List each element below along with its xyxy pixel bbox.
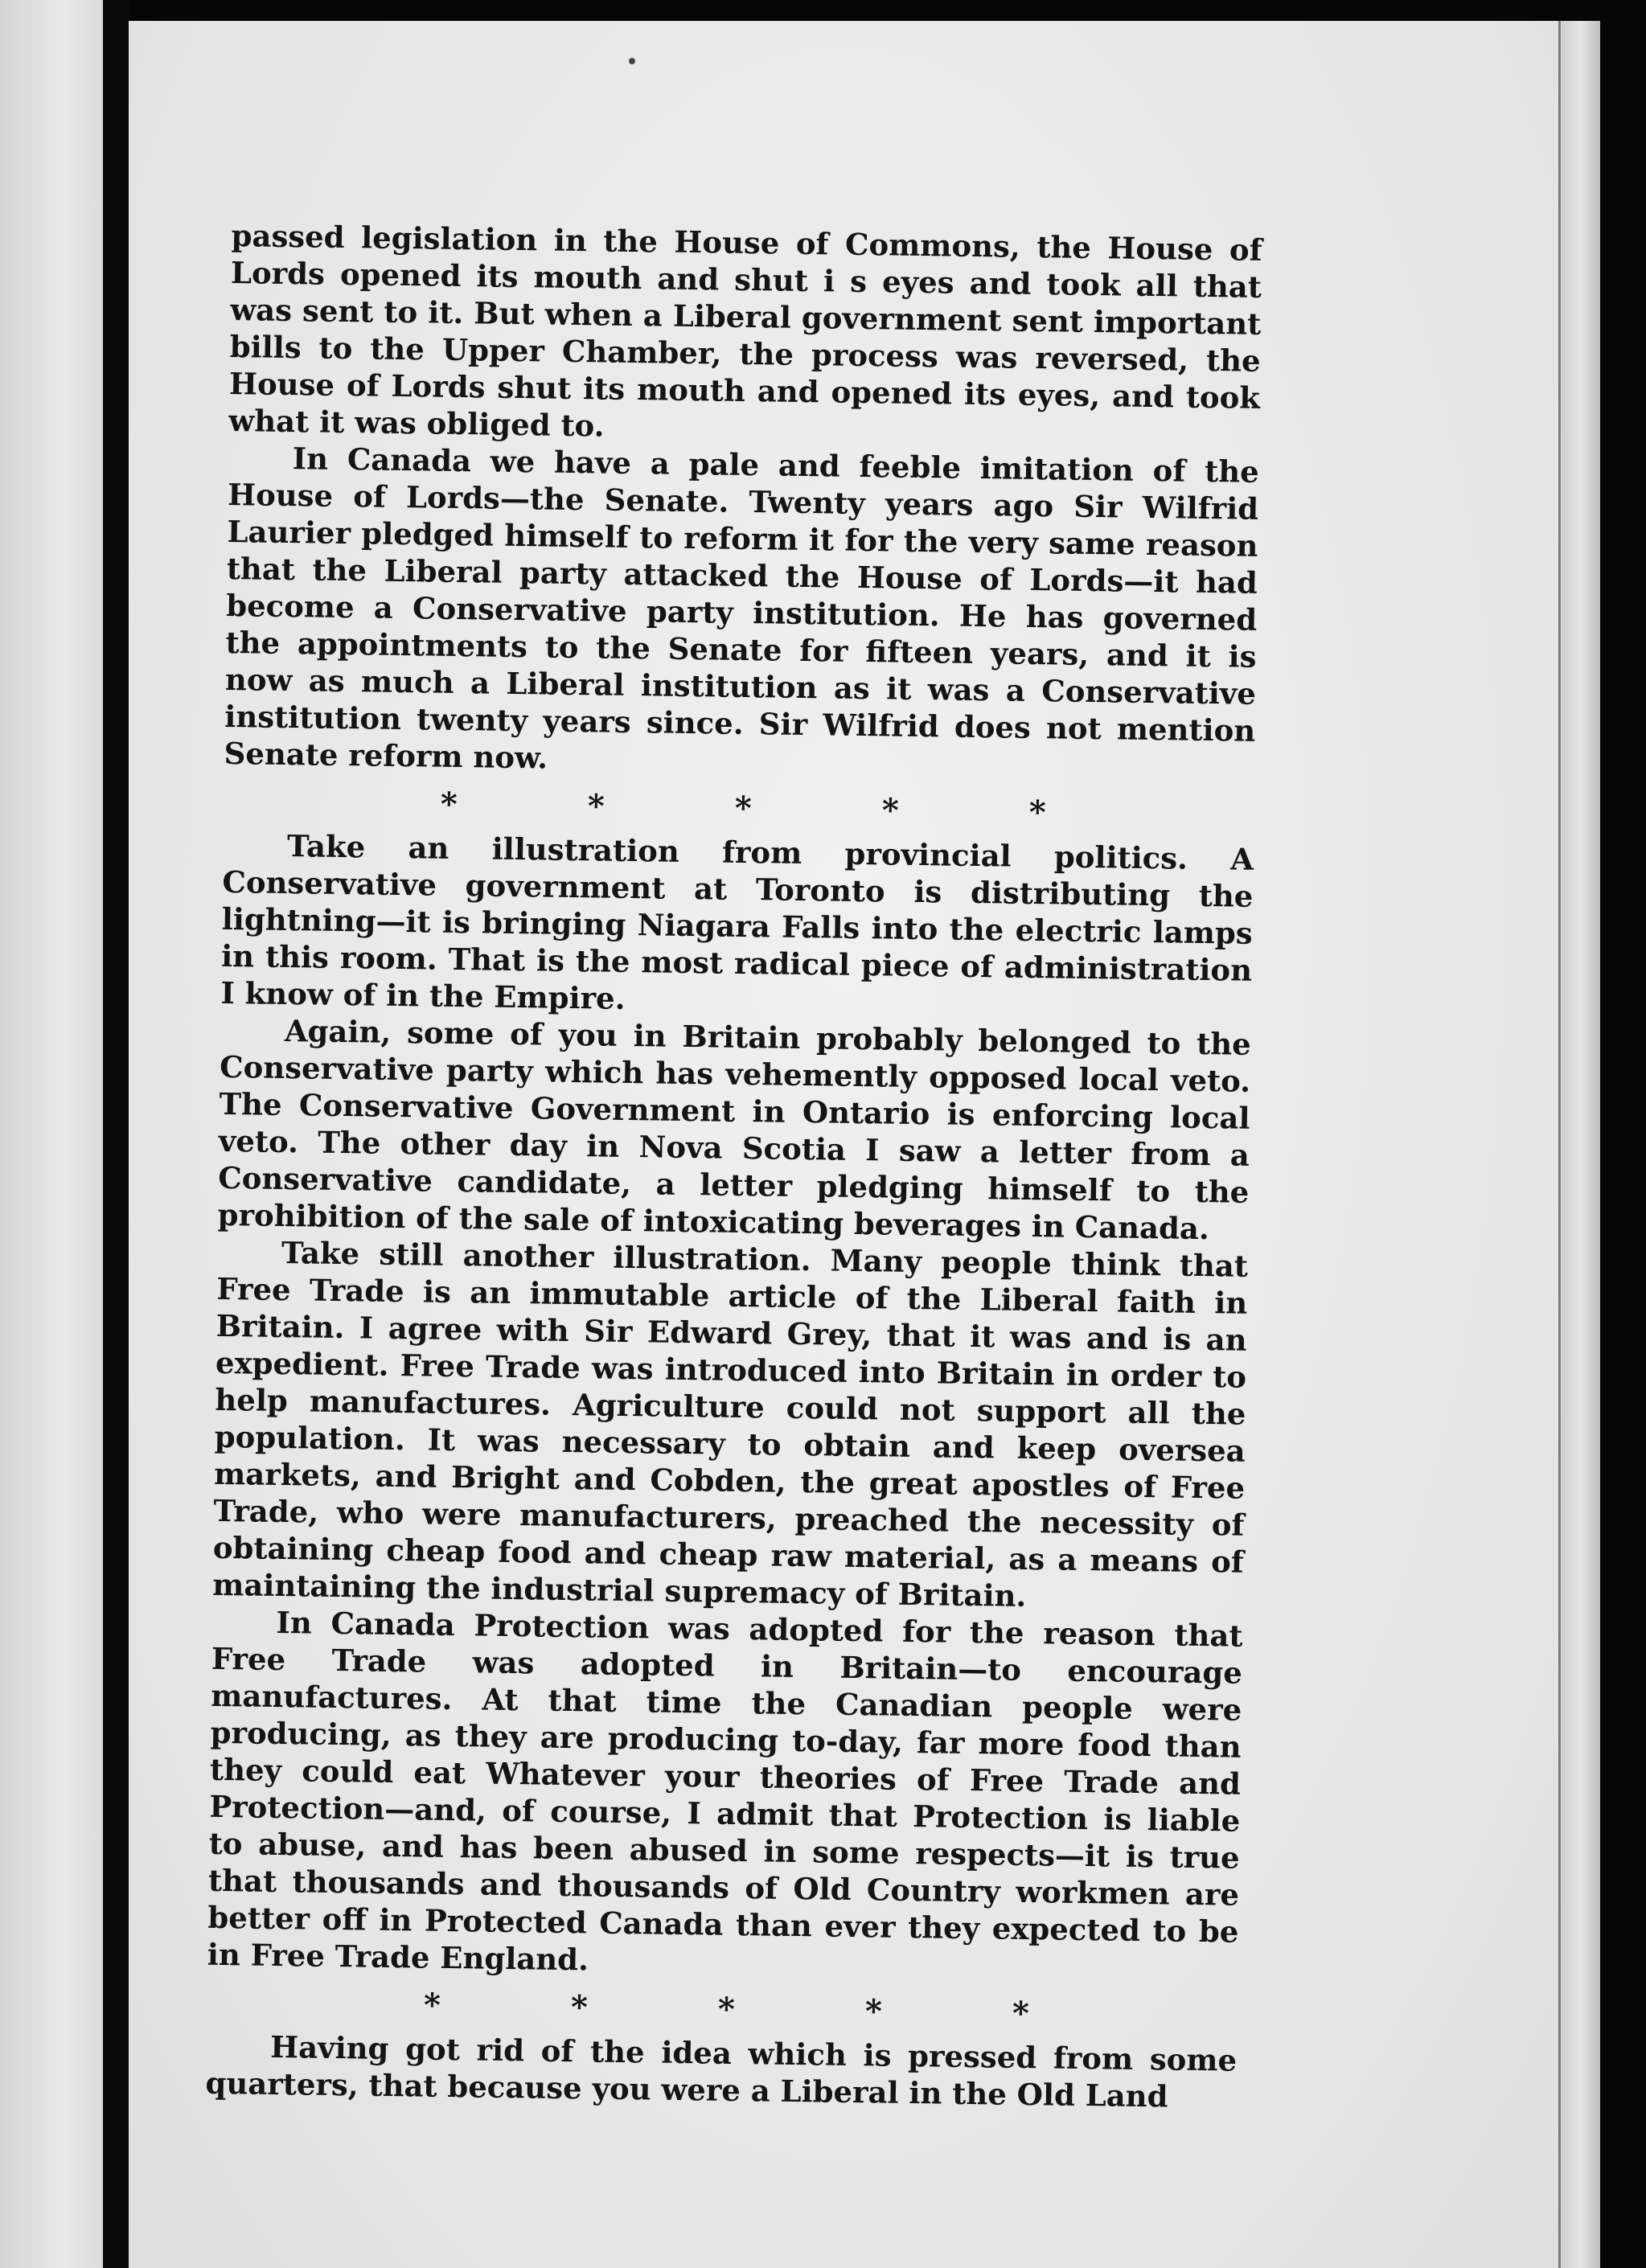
asterisk: *	[864, 1992, 883, 2031]
asterisk: *	[881, 791, 900, 830]
asterisk: *	[734, 789, 753, 828]
asterisk: *	[423, 1986, 441, 2024]
page-edge-line	[1558, 21, 1561, 2268]
paragraph: Take an illustration from provincial politics. A Conservative government at Toronto is distributing the lightning—it is bringing Niagara Falls into the electric lamps in this room. That is the most radical piece of administration I know of in the Empire.	[220, 828, 1254, 1016]
asterisk: *	[1028, 793, 1047, 832]
paragraph: Again, some of you in Britain probably belonged to the Conservative party which has vehemently opposed local veto. The Conservative Government in Ontario is enforcing local veto. The other day in Nova Scotia I saw a letter from a Conservative candidate, a letter pledging himself to the prohibition of the sale of intoxicating beverages in Canada.	[217, 1013, 1252, 1247]
asterisk: *	[717, 1990, 736, 2028]
section-separator	[224, 783, 1255, 835]
book-gutter	[103, 0, 129, 2268]
paragraph: In Canada Protection was adopted for the reason that Free Trade was adopted in Britain—to encourage manufactures. At that time the Canadian people were producing, as they are producing to-day, far more food than they could eat Whatever your theories of Free Trade and Protection—and, of course, I admit that Protection is liable to abuse, and has been abused in some respects—it is true that thousands and thousands of Old Country workmen are better off in Protected Canada than ever they expected to be in Free Trade England.	[207, 1604, 1243, 1978]
right-page-edge	[1562, 21, 1600, 2268]
left-page-edge	[0, 0, 103, 2268]
asterisk: *	[587, 787, 605, 826]
ink-speck	[629, 58, 635, 64]
paragraph: In Canada we have a pale and feeble imitation of the House of Lords—the Senate. Twenty years ago Sir Wilfrid Laurier pledged himself to reform it for the very same reason that the Liberal party attacked the House of Lords—it had become a Conservative party institution. He has governed the appointments to the Senate for fifteen years, and it is now as much a Liberal institution as it was a Conservative institution twenty years since. Sir Wilfrid does not mention Senate reform now.	[224, 441, 1260, 776]
asterisk: *	[570, 1988, 589, 2027]
asterisk: *	[1012, 1994, 1030, 2033]
asterisk: *	[440, 785, 458, 823]
paragraph: passed legislation in the House of Commons, the House of Lords opened its mouth and shut i s eyes and took all that was sent to it. But when a Liberal government sent important bills to the Upper Chamber, the process was reversed, the House of Lords shut its mouth and opened its eyes, and took what it was obliged to.	[228, 217, 1262, 444]
body-text	[205, 217, 1262, 2116]
paragraph: Having got rid of the idea which is pressed from some quarters, that because you were a Liberal in the Old Land	[205, 2028, 1238, 2114]
paragraph: Take still another illustration. Many people think that Free Trade is an immutable article of the Liberal faith in Britain. I agree with Sir Edward Grey, that it was and is an expedient. Free Trade was introduced into Britain in order to help manufactures. Agriculture could not support all the population. It was necessary to obtain and keep oversea markets, and Bright and Cobden, the great apostles of Free Trade, who were manufacturers, preached the necessity of obtaining cheap food and cheap raw material, as a means of maintaining the industrial supremacy of Britain.	[211, 1234, 1249, 1614]
section-separator	[207, 1984, 1238, 2036]
